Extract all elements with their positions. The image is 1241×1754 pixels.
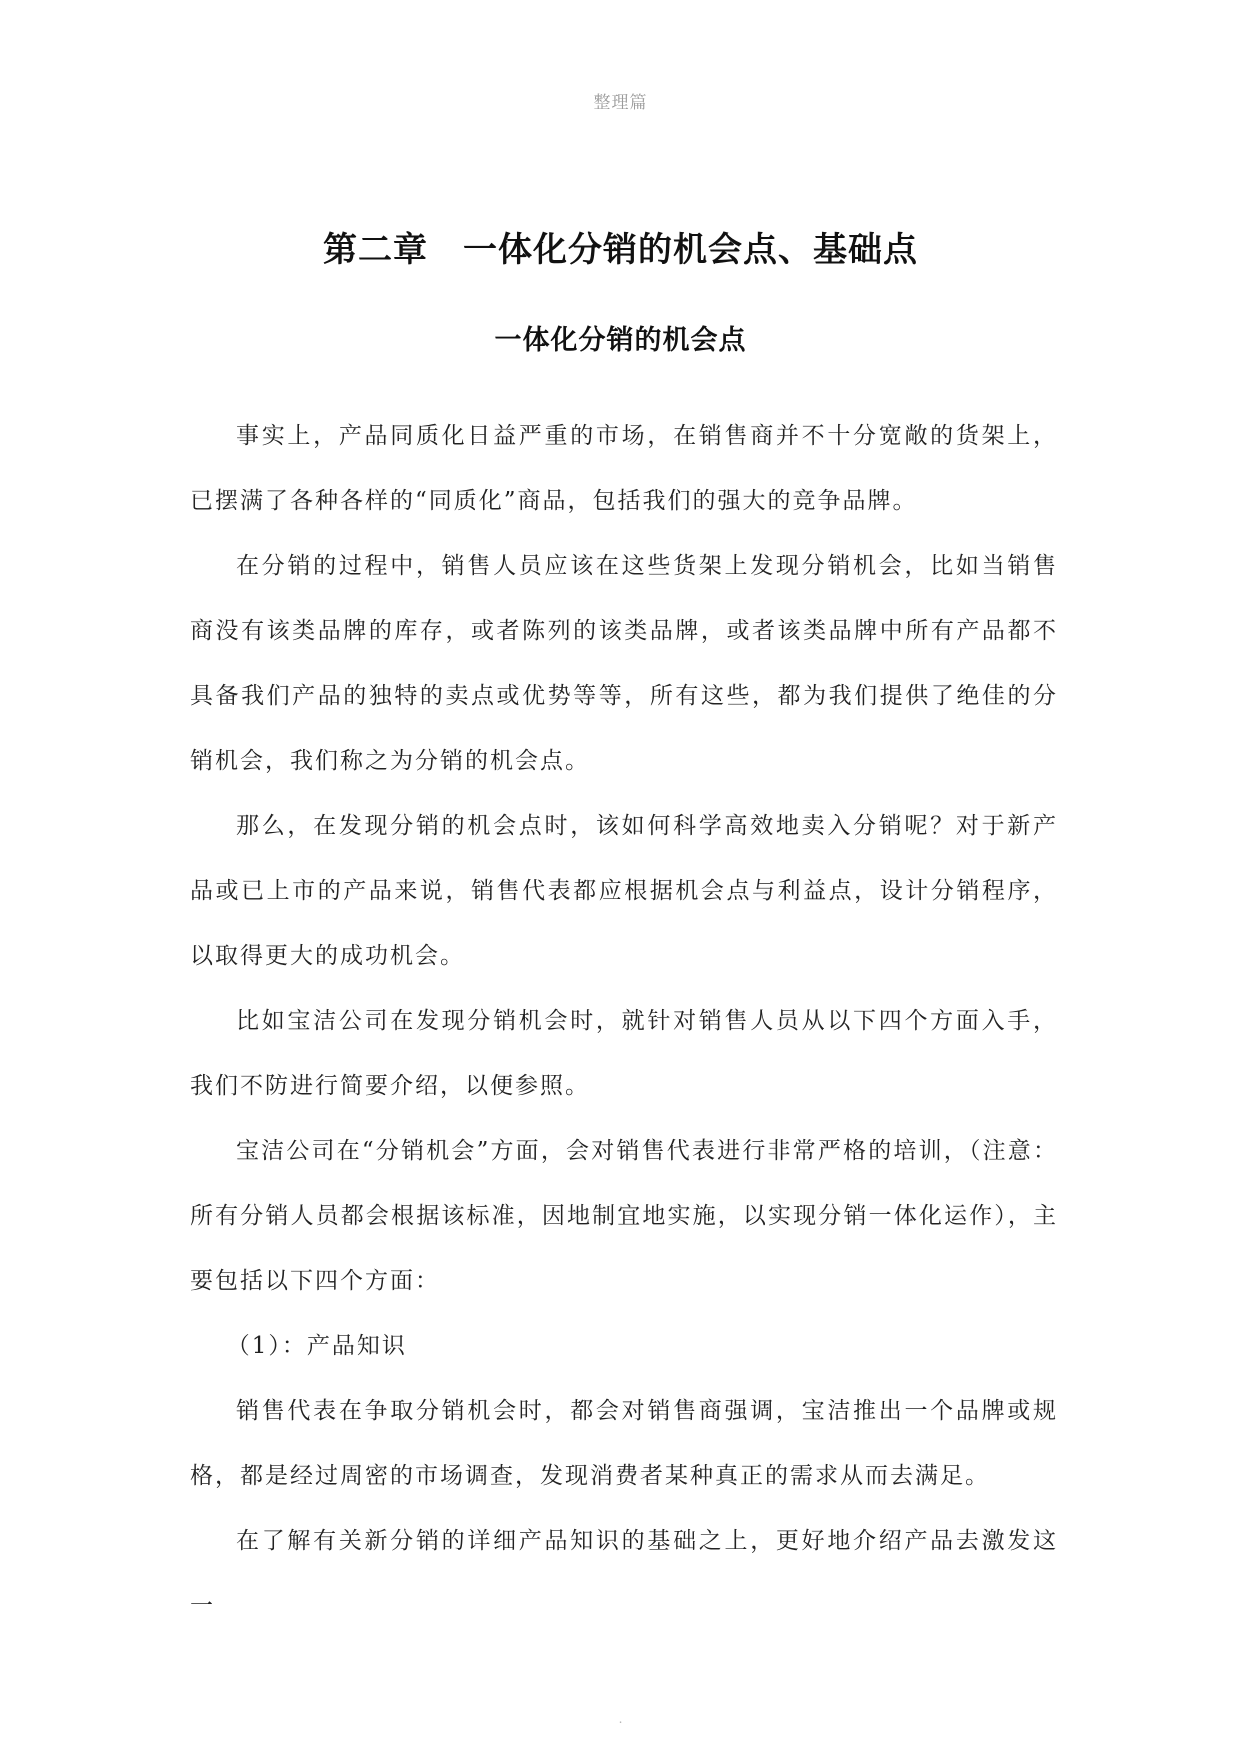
paragraph: 宝洁公司在“分销机会”方面，会对销售代表进行非常严格的培训，（注意：所有分销人员都会根据该标准，因地制宜地实施，以实现分销一体化运作），主要包括以下四个方面： (190, 1138, 1058, 1294)
page-footer-mark: . (618, 1712, 623, 1726)
paragraph: 在分销的过程中，销售人员应该在这些货架上发现分销机会，比如当销售商没有该类品牌的库存，或者陈列的该类品牌，或者该类品牌中所有产品都不具备我们产品的独特的卖点或优势等等，所有这些，都为我们提供了绝佳的分销机会，我们称之为分销的机会点。 (190, 553, 1058, 774)
paragraph: 销售代表在争取分销机会时，都会对销售商强调，宝洁推出一个品牌或规格，都是经过周密的市场调查，发现消费者某种真正的需求从而去满足。 (190, 1398, 1058, 1489)
paragraph: 那么，在发现分销的机会点时，该如何科学高效地卖入分销呢？对于新产品或已上市的产品来说，销售代表都应根据机会点与利益点，设计分销程序，以取得更大的成功机会。 (190, 813, 1058, 969)
chapter-title: 第二章 一体化分销的机会点、基础点 (323, 230, 918, 270)
paragraph: 比如宝洁公司在发现分销机会时，就针对销售人员从以下四个方面入手，我们不防进行简要介绍，以便参照。 (190, 1008, 1058, 1099)
paragraph: 在了解有关新分销的详细产品知识的基础之上，更好地介绍产品去激发这一 (190, 1528, 1058, 1619)
section-title: 一体化分销的机会点 (494, 325, 747, 356)
page-header: 整理篇 (593, 93, 648, 113)
list-item-heading: （1）：产品知识 (226, 1333, 407, 1359)
paragraph: 事实上，产品同质化日益严重的市场，在销售商并不十分宽敞的货架上，已摆满了各种各样的“同质化”商品，包括我们的强大的竞争品牌。 (190, 423, 1058, 514)
body-text (190, 404, 1058, 1639)
